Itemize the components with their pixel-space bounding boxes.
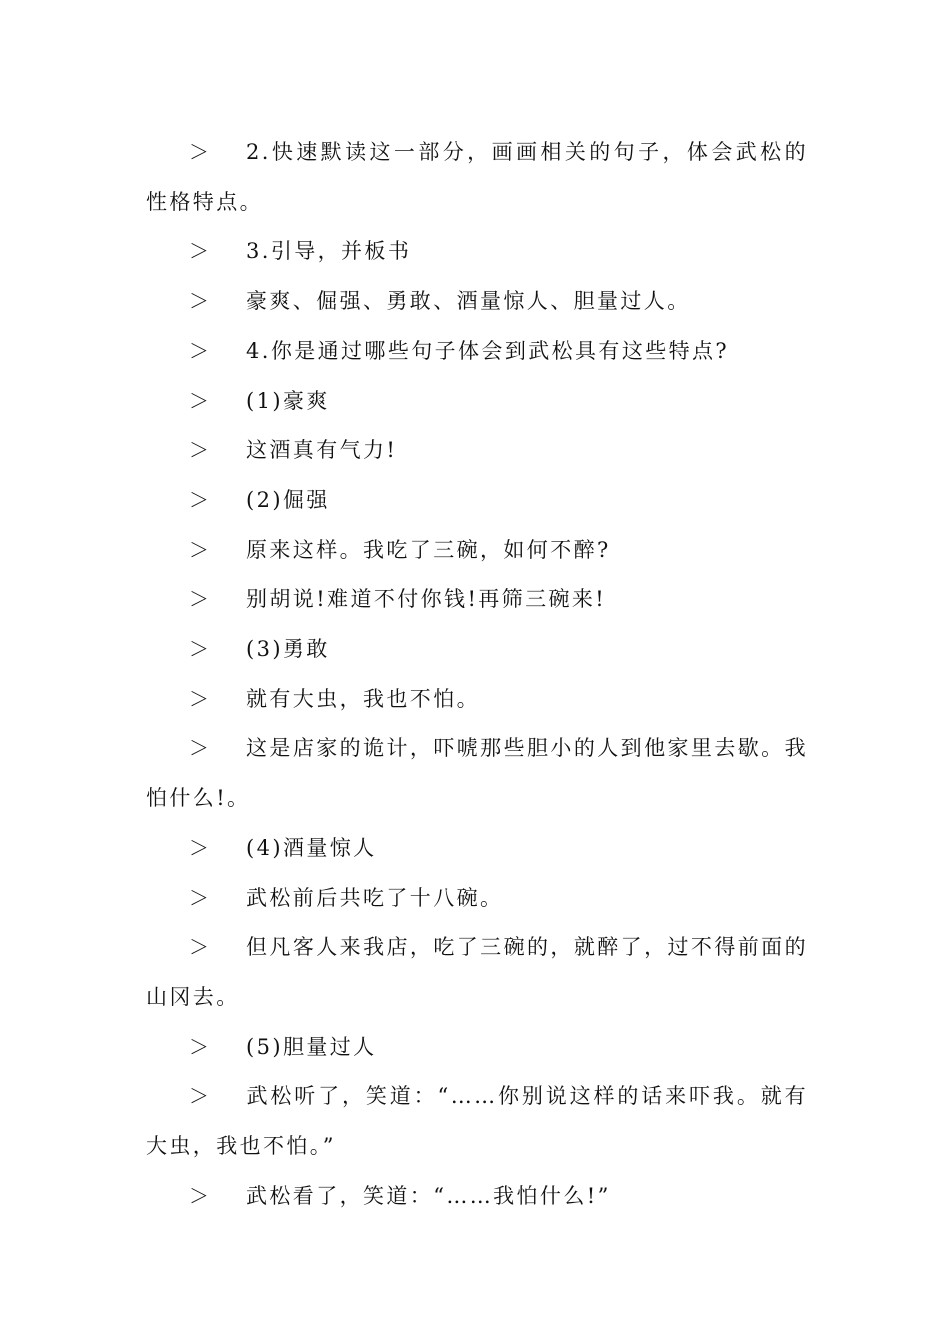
paragraph-text: (5)胆量过人: [246, 1034, 377, 1059]
paragraph-text: 武松看了，笑道：“……我怕什么!”: [246, 1183, 611, 1208]
bullet-arrow-icon: ＞: [189, 935, 209, 960]
paragraph-text: 武松前后共吃了十八碗。: [246, 885, 504, 910]
bullet-arrow-icon: ＞: [189, 637, 209, 662]
bullet-arrow-icon: ＞: [189, 835, 209, 860]
paragraph: [146, 874, 808, 924]
document-body: [146, 128, 808, 1221]
paragraph: [146, 1172, 808, 1222]
paragraph-text: 原来这样。我吃了三碗，如何不醉?: [246, 537, 611, 562]
paragraph: [146, 526, 808, 576]
paragraph-text: 4.你是通过哪些句子体会到武松具有这些特点?: [246, 338, 730, 363]
paragraph: [146, 824, 808, 874]
bullet-arrow-icon: ＞: [189, 438, 209, 463]
paragraph-text: 别胡说!难道不付你钱!再筛三碗来!: [246, 587, 607, 612]
paragraph-text: (1)豪爽: [246, 388, 330, 413]
bullet-arrow-icon: ＞: [189, 388, 209, 413]
paragraph: [146, 476, 808, 526]
bullet-arrow-icon: ＞: [189, 338, 209, 363]
paragraph-text: 这酒真有气力!: [246, 438, 398, 463]
paragraph: [146, 1023, 808, 1073]
paragraph-text: (3)勇敢: [246, 637, 330, 662]
bullet-arrow-icon: ＞: [189, 487, 209, 512]
bullet-arrow-icon: ＞: [189, 140, 209, 164]
paragraph: [146, 327, 808, 377]
paragraph-text: 武松听了，笑道：“……你别说这样的话来吓我。就有大虫，我也不怕。”: [146, 1084, 808, 1159]
paragraph: [146, 575, 808, 625]
paragraph: [146, 1072, 808, 1171]
bullet-arrow-icon: ＞: [189, 239, 209, 264]
bullet-arrow-icon: ＞: [189, 289, 209, 314]
paragraph: [146, 227, 808, 277]
paragraph: [146, 426, 808, 476]
paragraph: [146, 923, 808, 1022]
paragraph: [146, 277, 808, 327]
bullet-arrow-icon: ＞: [189, 1084, 209, 1109]
bullet-arrow-icon: ＞: [189, 1034, 209, 1059]
bullet-arrow-icon: ＞: [189, 587, 209, 612]
paragraph-text: 就有大虫，我也不怕。: [246, 686, 480, 711]
paragraph: [146, 724, 808, 823]
paragraph-text: 2.快速默读这一部分，画画相关的句子，体会武松的性格特点。: [146, 140, 808, 214]
bullet-arrow-icon: ＞: [189, 686, 209, 711]
paragraph-text: 3.引导，并板书: [246, 239, 412, 264]
bullet-arrow-icon: ＞: [189, 1183, 209, 1208]
paragraph: [146, 675, 808, 725]
paragraph: [146, 625, 808, 675]
paragraph: [146, 377, 808, 427]
paragraph-text: (4)酒量惊人: [246, 835, 377, 860]
bullet-arrow-icon: ＞: [189, 736, 209, 761]
bullet-arrow-icon: ＞: [189, 537, 209, 562]
bullet-arrow-icon: ＞: [189, 885, 209, 910]
paragraph-text: (2)倔强: [246, 487, 330, 512]
paragraph-text: 豪爽、倔强、勇敢、酒量惊人、胆量过人。: [246, 289, 691, 314]
paragraph-text: 这是店家的诡计，吓唬那些胆小的人到他家里去歇。我怕什么!。: [146, 736, 808, 811]
paragraph: [146, 128, 808, 227]
paragraph-text: 但凡客人来我店，吃了三碗的，就醉了，过不得前面的山冈去。: [146, 935, 808, 1009]
